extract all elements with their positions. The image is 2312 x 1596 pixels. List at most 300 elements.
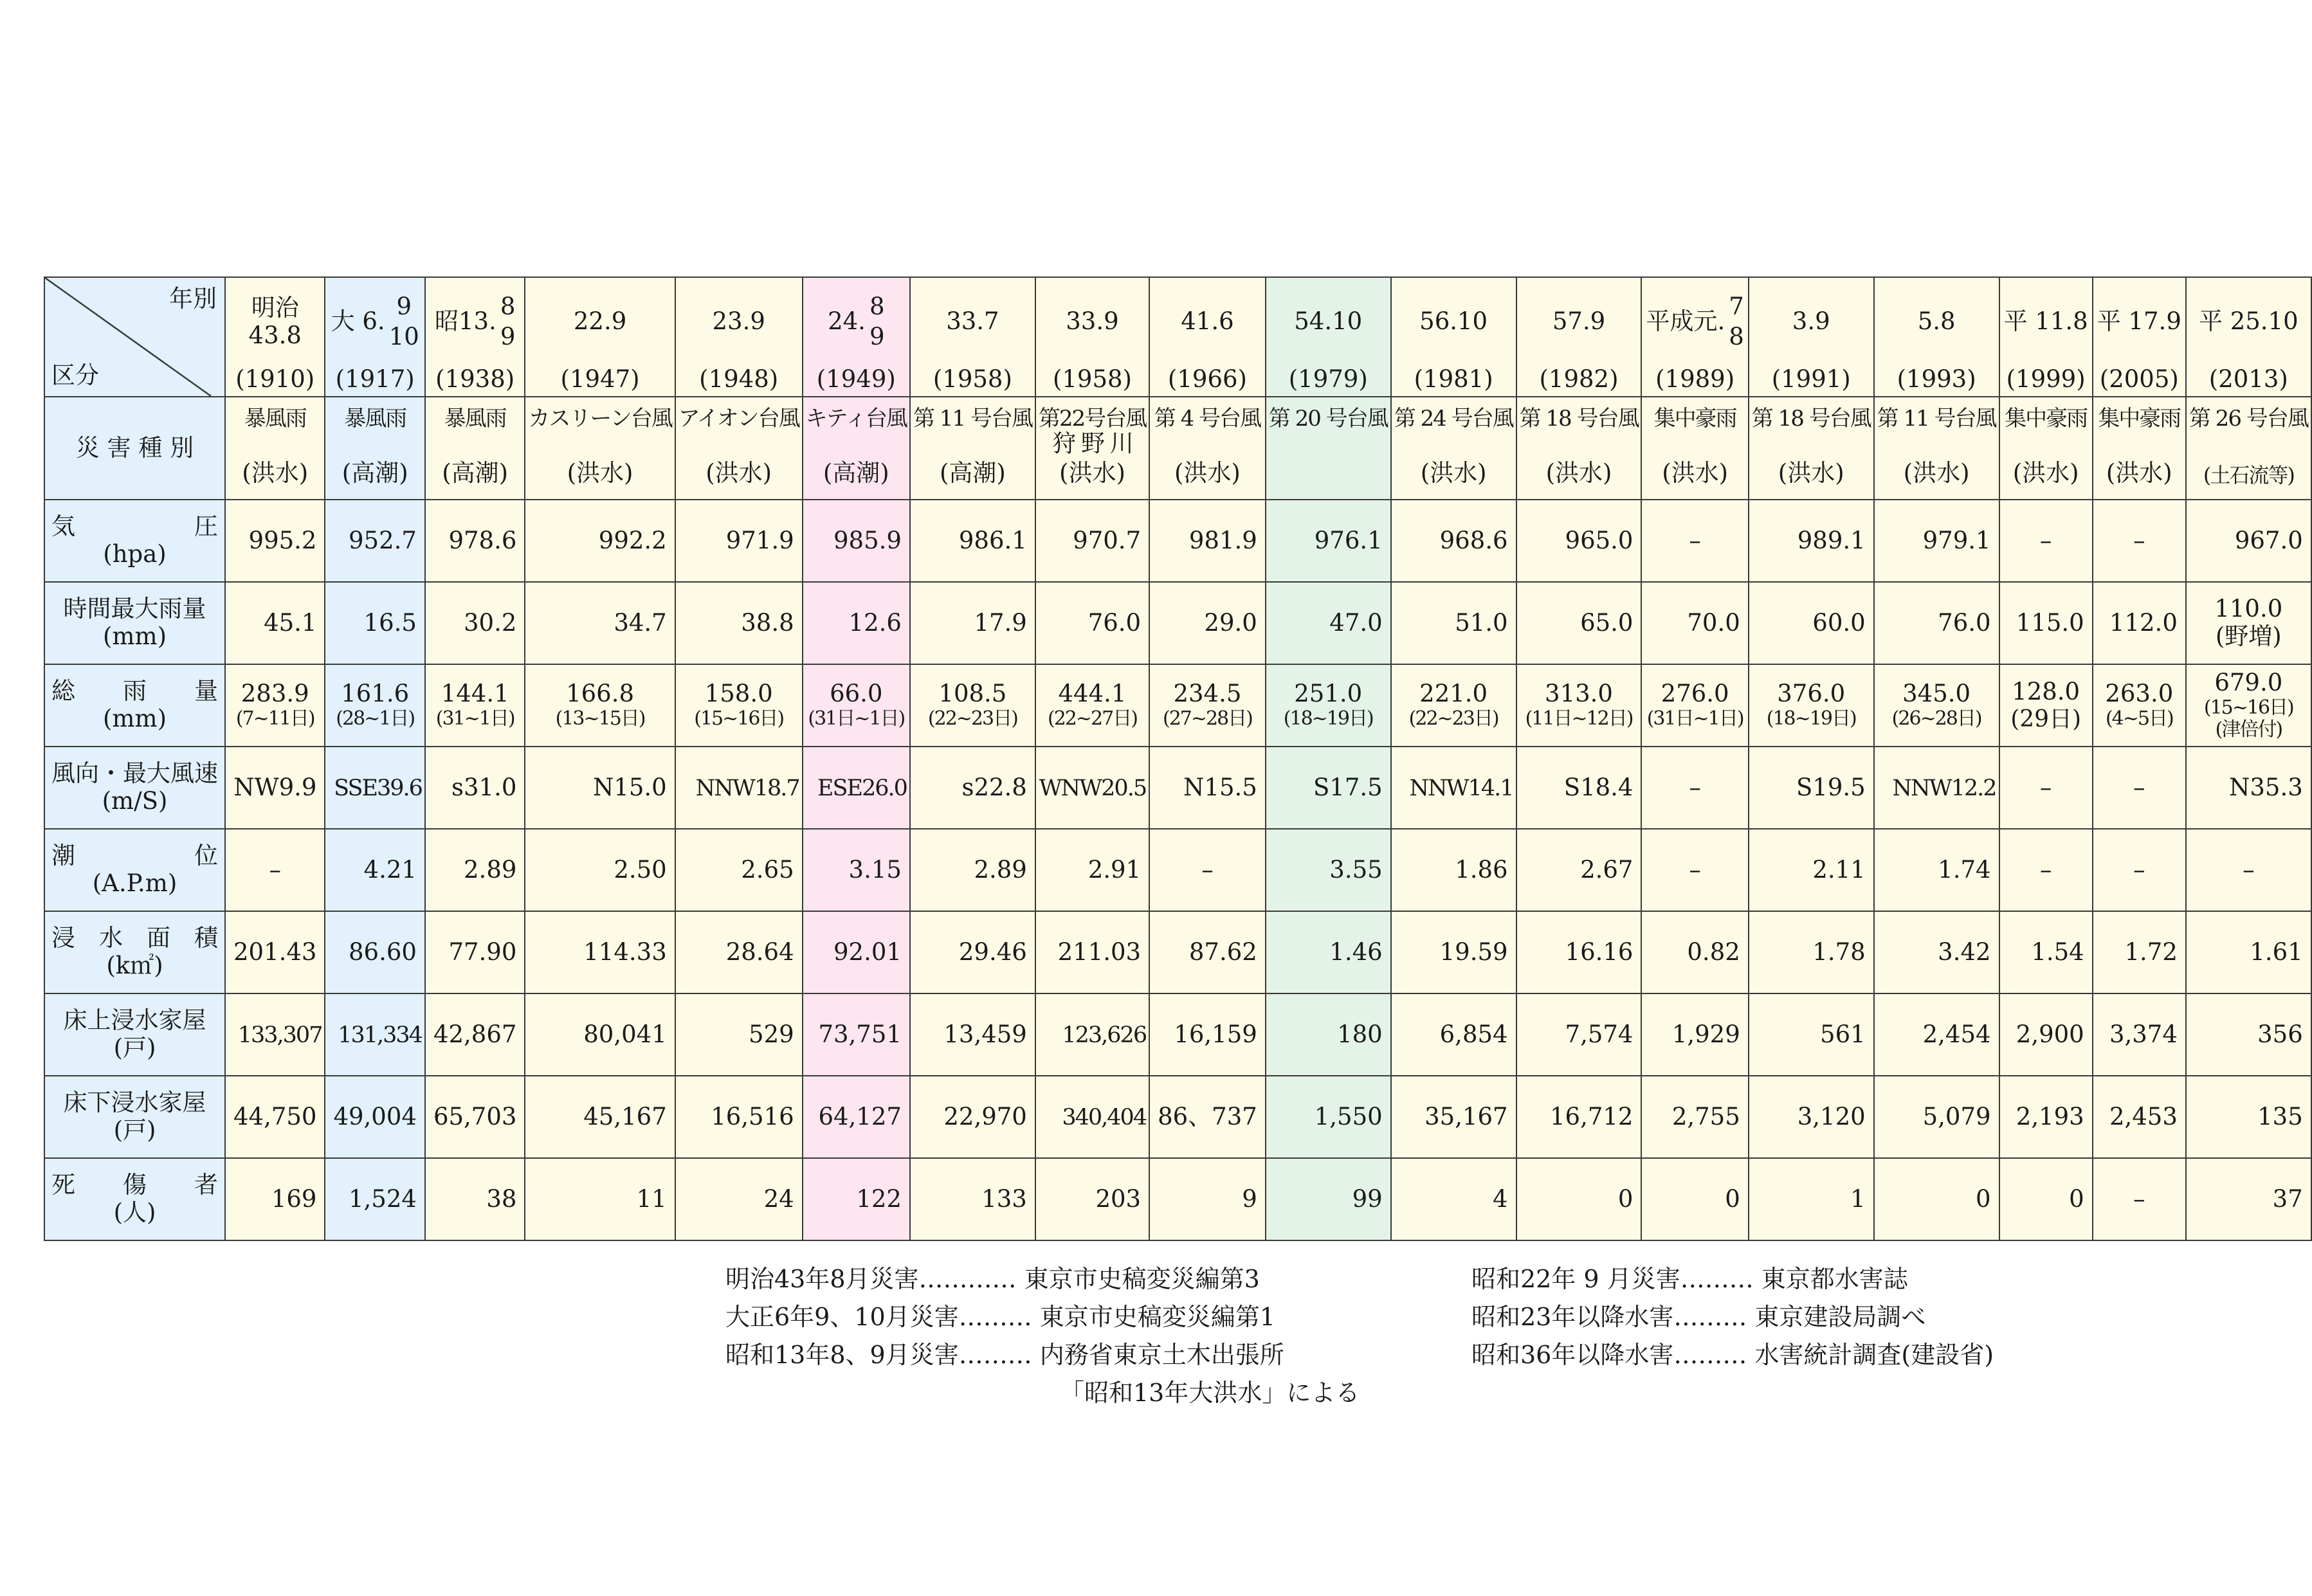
- row-header-label: [51, 513, 218, 568]
- data-cell: [675, 500, 803, 582]
- data-cell: [1641, 1076, 1748, 1158]
- data-cell: [1266, 582, 1391, 664]
- data-cell: [2093, 911, 2186, 993]
- data-cell: [1391, 500, 1516, 582]
- western-year: (1993): [1897, 365, 1976, 394]
- flood-disaster-table: [44, 277, 2312, 1241]
- corner-year-label: 年別: [169, 285, 217, 313]
- disaster-name: 第 18 号台風: [1519, 406, 1639, 431]
- data-cell: [803, 664, 910, 747]
- cell-value: S17.5: [1313, 773, 1383, 801]
- cell-value: 6,854: [1439, 1020, 1508, 1048]
- year-cell: [675, 277, 803, 397]
- row-label-char: 潮: [51, 842, 75, 870]
- cell-value: –: [1689, 526, 1701, 554]
- cell-value: –: [2133, 855, 2145, 884]
- cell-value: 37: [2272, 1184, 2303, 1213]
- row-unit: (mm): [102, 622, 167, 650]
- disaster-name-wrap: [244, 406, 306, 431]
- cell-date-range: (29日): [2010, 705, 2082, 732]
- disaster-name-wrap: [344, 406, 406, 431]
- data-cell: [1874, 500, 1999, 582]
- cell-value: 2,193: [2016, 1102, 2084, 1130]
- row-unit: (mm): [102, 705, 167, 732]
- year-months: [500, 292, 516, 352]
- western-year: (1917): [335, 365, 415, 394]
- disaster-kind: (洪水): [1662, 459, 1729, 487]
- cell-value: 3,374: [2109, 1020, 2178, 1048]
- year-stack: [430, 278, 520, 396]
- year-months: [1729, 292, 1744, 352]
- cell-stack: [327, 680, 423, 730]
- cell-value: S19.5: [1796, 773, 1866, 801]
- cell-value: 47.0: [1329, 608, 1383, 637]
- cell-value: 128.0: [2012, 678, 2080, 706]
- cell-value: 3.15: [848, 855, 902, 884]
- disaster-name-wrap: [913, 406, 1032, 431]
- data-cell: [225, 1158, 325, 1240]
- year-prefix: 24.: [828, 307, 866, 336]
- cell-date-range: (4~5日): [2105, 707, 2173, 730]
- cell-value: 66.0: [830, 680, 883, 708]
- cell-value: 679.0: [2214, 669, 2283, 697]
- data-cell: [225, 911, 325, 993]
- data-cell: [2093, 1158, 2186, 1240]
- disaster-name-wrap: [1154, 406, 1261, 431]
- cell-value: 968.6: [1439, 526, 1508, 554]
- cell-value: 30.2: [464, 608, 517, 637]
- cell-value: 0: [1617, 1184, 1634, 1213]
- row-unit: (hpa): [103, 540, 167, 568]
- cell-value: 112.0: [2109, 608, 2178, 637]
- cell-value: 970.7: [1073, 526, 1142, 554]
- data-cell: [1749, 911, 1874, 993]
- data-cell: [1516, 500, 1642, 582]
- year-stack: [1521, 278, 1637, 396]
- data-row: [44, 911, 2311, 993]
- data-cell: [1749, 747, 1874, 829]
- row-header-label: [51, 1172, 218, 1226]
- year-stack: [529, 278, 670, 396]
- row-label-char: 位: [194, 842, 218, 870]
- cell-value: 3.42: [1938, 938, 1991, 966]
- cell-value: 1.86: [1455, 855, 1508, 884]
- disaster-kind: (高潮): [341, 459, 408, 487]
- disaster-type: [2003, 397, 2089, 499]
- cell-value: 115.0: [2016, 608, 2084, 637]
- disaster-name: 第 26 号台風: [2189, 406, 2308, 431]
- data-cell: [425, 664, 525, 747]
- data-cell: [2093, 582, 2186, 664]
- year-stack: [329, 278, 420, 396]
- cell-date-range: (22~23日): [927, 707, 1017, 730]
- data-cell: [225, 747, 325, 829]
- cell-value: NW9.9: [233, 773, 317, 801]
- year-prefix: 昭13.: [434, 307, 496, 336]
- cell-value: –: [2039, 855, 2052, 884]
- cell-value: 3,120: [1797, 1102, 1866, 1130]
- year-stack: [230, 278, 320, 396]
- cell-value: 16.16: [1565, 938, 1634, 966]
- year-lines: [2097, 308, 2181, 336]
- cell-value: 34.7: [614, 608, 667, 637]
- data-cell: [1149, 1158, 1266, 1240]
- year-lines: [1066, 308, 1118, 336]
- row-label-spaced: [51, 842, 218, 870]
- data-cell: [525, 500, 675, 582]
- disaster-type: [1394, 397, 1513, 499]
- data-cell: [1149, 993, 1266, 1076]
- disaster-type: [528, 397, 671, 499]
- cell-value: 211.03: [1057, 938, 1142, 966]
- data-cell: [1149, 664, 1266, 747]
- disaster-kind: (洪水): [567, 459, 633, 487]
- year-line: 平 17.9: [2097, 307, 2181, 336]
- row-header-label: [51, 1089, 218, 1144]
- data-cell: [425, 582, 525, 664]
- cell-value: 70.0: [1687, 608, 1740, 637]
- source-notes-left: [725, 1260, 1360, 1412]
- disaster-type: [806, 397, 907, 499]
- cell-value: –: [269, 855, 281, 884]
- cell-stack: [912, 680, 1033, 730]
- data-cell: [910, 664, 1035, 747]
- data-cell: [2093, 747, 2186, 829]
- data-cell: [1749, 582, 1874, 664]
- year-line: 22.9: [573, 307, 627, 336]
- data-cell: [910, 747, 1035, 829]
- disaster-type-cell: [1874, 397, 1999, 500]
- row-header-label: [51, 760, 218, 815]
- data-cell: [525, 664, 675, 747]
- note-line: 明治43年8月災害………… 東京市史稿変災編第3: [725, 1265, 1260, 1293]
- cell-value: 122: [856, 1184, 902, 1213]
- data-cell: [2186, 993, 2311, 1076]
- disaster-name: カスリーン台風: [528, 406, 672, 431]
- disaster-kind: (高潮): [939, 459, 1006, 487]
- cell-value: –: [2243, 855, 2255, 884]
- source-notes-right: [1471, 1260, 1994, 1374]
- data-cell: [2186, 664, 2311, 747]
- year-month: 9: [869, 322, 885, 350]
- cell-value: 161.6: [341, 680, 410, 708]
- cell-stack: [527, 680, 673, 730]
- cell-value: 22,970: [943, 1102, 1027, 1130]
- year-stack: [1753, 278, 1870, 396]
- cell-value: –: [2133, 773, 2145, 801]
- year-lines: [2004, 308, 2088, 336]
- data-cell: [1035, 500, 1149, 582]
- cell-stack: [677, 680, 801, 730]
- year-label: [1270, 278, 1387, 366]
- cell-value: 1.46: [1329, 938, 1383, 966]
- year-label: [329, 278, 420, 366]
- disaster-type: [428, 397, 522, 499]
- cell-date-range: (18~19日): [1283, 707, 1373, 730]
- cell-stack: [1393, 680, 1515, 730]
- row-header: [44, 1158, 225, 1240]
- year-month: 10: [388, 322, 419, 350]
- year-row: [44, 277, 2311, 397]
- disaster-type-cell: [525, 397, 675, 500]
- cell-value: 65.0: [1580, 608, 1634, 637]
- year-lines: [1918, 308, 1956, 336]
- year-prefix: 大 6.: [331, 307, 385, 336]
- row-header-label: [51, 842, 218, 897]
- cell-value: 1,550: [1314, 1102, 1383, 1130]
- cell-value: 2.91: [1088, 855, 1142, 884]
- cell-value: 51.0: [1455, 608, 1508, 637]
- disaster-kind: (土石流等): [2203, 463, 2294, 488]
- year-label: [2097, 278, 2181, 366]
- disaster-name-wrap: [1877, 406, 1996, 431]
- year-cell: [1391, 277, 1516, 397]
- disaster-type: [1644, 397, 1745, 499]
- cell-date-range: (31日~1日): [808, 707, 905, 730]
- data-cell: [1266, 911, 1391, 993]
- data-cell: [1035, 829, 1149, 911]
- data-cell: [1516, 664, 1642, 747]
- year-stack: [1270, 278, 1387, 396]
- year-line: 57.9: [1552, 307, 1606, 336]
- note-line: 「昭和13年大洪水」による: [1060, 1379, 1360, 1407]
- cell-value: NNW18.7: [695, 775, 799, 801]
- row-header: [44, 1076, 225, 1158]
- western-year: (1991): [1771, 365, 1851, 394]
- western-year: (1938): [435, 365, 515, 394]
- disaster-name-wrap: [2005, 406, 2087, 431]
- cell-value: 1: [1850, 1184, 1866, 1213]
- cell-value: 3.55: [1329, 855, 1383, 884]
- note-line: 大正6年9、10月災害……… 東京市史稿変災編第1: [725, 1303, 1275, 1331]
- year-stack: [1396, 278, 1512, 396]
- cell-value: 45.1: [264, 608, 317, 637]
- data-cell: [1874, 1076, 1999, 1158]
- year-month: 8: [500, 293, 516, 321]
- data-cell: [525, 747, 675, 829]
- cell-value: 965.0: [1565, 526, 1634, 554]
- cell-value: 87.62: [1188, 938, 1257, 966]
- year-cell: [525, 277, 675, 397]
- disaster-type-cell: [1999, 397, 2093, 500]
- data-cell: [1641, 911, 1748, 993]
- western-year: (2005): [2099, 365, 2179, 394]
- data-cell: [1999, 829, 2093, 911]
- cell-value: 376.0: [1777, 680, 1846, 708]
- disaster-name: 第 11 号台風: [913, 406, 1032, 431]
- disaster-type-cell: [910, 397, 1035, 500]
- cell-stack: [227, 680, 323, 730]
- cell-value: 1.78: [1812, 938, 1866, 966]
- year-cell: [1266, 277, 1391, 397]
- cell-stack: [1518, 680, 1640, 730]
- row-unit: (人): [113, 1199, 156, 1226]
- data-cell: [803, 500, 910, 582]
- data-row: [44, 582, 2311, 664]
- cell-value: 133: [981, 1184, 1027, 1213]
- data-cell: [2186, 500, 2311, 582]
- cell-value: 234.5: [1173, 680, 1242, 708]
- data-cell: [1749, 993, 1874, 1076]
- cell-date-range: (15~16日): [2203, 696, 2293, 719]
- data-cell: [675, 1158, 803, 1240]
- data-cell: [1391, 664, 1516, 747]
- year-months: [389, 292, 419, 352]
- disaster-name: 集中豪雨: [2098, 406, 2181, 431]
- disaster-name: 暴風雨: [344, 406, 406, 431]
- row-label-char: 雨: [123, 677, 147, 705]
- row-label-char: 傷: [123, 1171, 147, 1199]
- data-cell: [1266, 747, 1391, 829]
- year-lines: [574, 308, 626, 336]
- year-cell: [2186, 277, 2311, 397]
- cell-value: 64,127: [818, 1102, 902, 1130]
- data-cell: [803, 747, 910, 829]
- cell-value: 2.50: [614, 855, 667, 884]
- cell-value: 992.2: [598, 526, 667, 554]
- disaster-name-wrap: [2098, 406, 2180, 431]
- western-year: (1999): [2006, 365, 2086, 394]
- cell-value: 131,334: [338, 1022, 422, 1048]
- year-line: 54.10: [1294, 307, 1363, 336]
- cell-stack: [1268, 680, 1389, 730]
- cell-value: 276.0: [1661, 680, 1729, 708]
- cell-date-range: (31~1日): [435, 707, 514, 730]
- disaster-type-cell: [325, 397, 424, 500]
- western-year: (1979): [1288, 365, 1368, 394]
- data-cell: [910, 911, 1035, 993]
- cell-stack: [427, 680, 523, 730]
- year-lines: [1792, 308, 1830, 336]
- cell-value: 979.1: [1922, 526, 1991, 554]
- row-header-label: [51, 925, 218, 979]
- data-cell: [910, 582, 1035, 664]
- year-stack: [2004, 278, 2088, 396]
- data-cell: [325, 582, 424, 664]
- data-cell: [803, 829, 910, 911]
- row-unit: (A.P.m): [92, 869, 177, 897]
- disaster-type: [1520, 397, 1639, 499]
- data-cell: [1874, 1158, 1999, 1240]
- data-cell: [1391, 747, 1516, 829]
- data-cell: [1874, 829, 1999, 911]
- disaster-type: [1152, 397, 1262, 499]
- cell-value: N15.5: [1183, 773, 1257, 801]
- year-stack: [1879, 278, 1995, 396]
- cell-value: 38: [486, 1184, 517, 1213]
- cell-date-range: (27~28日): [1162, 707, 1252, 730]
- cell-value: 221.0: [1419, 680, 1488, 708]
- data-cell: [1516, 993, 1642, 1076]
- cell-value: 251.0: [1294, 680, 1363, 708]
- year-split: [828, 292, 884, 352]
- year-split: [435, 292, 515, 352]
- year-line: 56.10: [1419, 307, 1488, 336]
- data-cell: [803, 911, 910, 993]
- cell-value: s22.8: [961, 773, 1027, 801]
- data-cell: [225, 664, 325, 747]
- data-cell: [1641, 1158, 1748, 1240]
- data-cell: [525, 911, 675, 993]
- data-cell: [1266, 500, 1391, 582]
- data-row: [44, 829, 2311, 911]
- data-cell: [1641, 582, 1748, 664]
- year-cell: [1641, 277, 1748, 397]
- disaster-name: 第 20 号台風: [1268, 406, 1388, 431]
- data-cell: [910, 1158, 1035, 1240]
- disaster-name: キティ台風: [805, 406, 907, 431]
- cell-value: SSE39.6: [334, 775, 422, 801]
- cell-value: 529: [749, 1020, 794, 1048]
- year-label: [529, 278, 670, 366]
- data-cell: [1749, 1158, 1874, 1240]
- data-cell: [325, 829, 424, 911]
- row-unit: (m/S): [102, 787, 168, 815]
- year-label: [807, 278, 906, 366]
- disaster-kind: (洪水): [242, 459, 309, 487]
- cell-value: 65,703: [433, 1102, 517, 1130]
- data-row: [44, 664, 2311, 747]
- cell-value: 108.5: [938, 680, 1007, 708]
- data-cell: [1516, 582, 1642, 664]
- row-header-label: [51, 595, 218, 650]
- cell-value: 986.1: [958, 526, 1027, 554]
- year-stack: [1646, 278, 1743, 396]
- cell-date-range: (15~16日): [694, 707, 784, 730]
- data-cell: [1391, 911, 1516, 993]
- cell-value: 11: [636, 1184, 667, 1213]
- disaster-type-cell: [1641, 397, 1748, 500]
- year-month: 7: [1729, 293, 1744, 321]
- disaster-type-cell: [1749, 397, 1874, 500]
- data-cell: [2186, 911, 2311, 993]
- cell-value: –: [1689, 773, 1701, 801]
- cell-value: 5,079: [1922, 1102, 1991, 1130]
- year-cell: [425, 277, 525, 397]
- data-cell: [425, 993, 525, 1076]
- western-year: (2013): [2208, 365, 2288, 394]
- cell-value: 35,167: [1425, 1102, 1508, 1130]
- data-cell: [1749, 500, 1874, 582]
- data-cell: [1035, 993, 1149, 1076]
- row-unit: (戸): [113, 1116, 156, 1144]
- western-year: (1910): [235, 365, 315, 394]
- disaster-name: 第22号台風: [1038, 406, 1147, 431]
- western-year: (1966): [1167, 365, 1247, 394]
- row-label-spaced: [51, 1172, 218, 1199]
- data-cell: [1874, 664, 1999, 747]
- data-cell: [1035, 911, 1149, 993]
- cell-value: 4.21: [363, 855, 417, 884]
- cell-value: 2,900: [2016, 1020, 2084, 1048]
- disaster-kind: (洪水): [1174, 459, 1241, 487]
- cell-value: 29.0: [1204, 608, 1257, 637]
- data-cell: [325, 993, 424, 1076]
- cell-value: 2.67: [1580, 855, 1634, 884]
- year-line: 5.8: [1917, 307, 1956, 336]
- year-stack: [680, 278, 798, 396]
- year-label: [2190, 278, 2307, 366]
- cell-date-range: (28~1日): [336, 707, 415, 730]
- data-cell: [1641, 747, 1748, 829]
- cell-date-range: (22~27日): [1048, 707, 1137, 730]
- row-header: [44, 582, 225, 664]
- data-cell: [910, 829, 1035, 911]
- data-cell: [1874, 582, 1999, 664]
- data-row: [44, 1158, 2311, 1240]
- cell-value: 42,867: [433, 1020, 517, 1048]
- row-label-char: 者: [194, 1171, 218, 1199]
